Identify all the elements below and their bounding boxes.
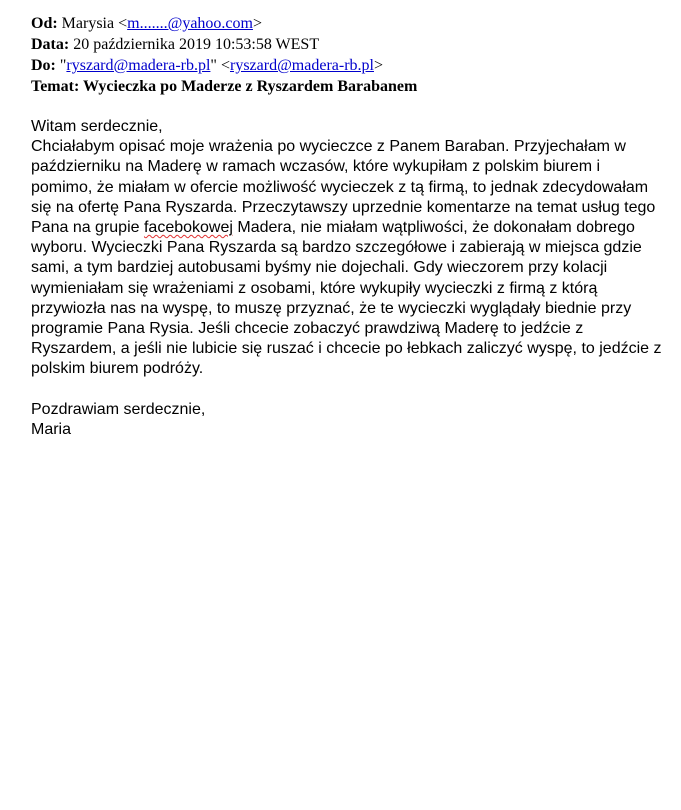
date-label: Data: bbox=[31, 36, 70, 53]
signature: Maria bbox=[31, 420, 72, 438]
message-text-before: Chciałabym opisać moje wrażenia po wycieczce z Panem Baraban. Przyjechałam w październiku na Maderę w ramach wczasów, które wykupiłam z polskim biurem i pomimo, że miałam w ofercie możliwość wycieczek z tą firmą, to jednak zdecydowałam się na ofertę Pana Ryszarda. Przeczytawszy uprzednie komentarze na temat usług tego Pana na grupie bbox=[31, 138, 656, 237]
from-line: Od: Marysia <m.......@yahoo.com> bbox=[31, 15, 262, 32]
to-quoted-email-link[interactable]: ryszard@madera-rb.pl bbox=[66, 57, 211, 74]
to-email-link[interactable]: ryszard@madera-rb.pl bbox=[229, 57, 374, 74]
date-value: 20 października 2019 10:53:58 WEST bbox=[73, 36, 320, 53]
misspelled-word[interactable]: facebokowej bbox=[143, 219, 233, 237]
subject-line bbox=[31, 76, 671, 97]
message-paragraph bbox=[31, 137, 663, 379]
subject-value: Wycieczka po Maderze z Ryszardem Barabanem bbox=[83, 78, 418, 95]
email-headers bbox=[31, 13, 671, 97]
from-email-link[interactable]: m.......@yahoo.com bbox=[127, 15, 253, 32]
to-line: Do: "ryszard@madera-rb.pl" <ryszard@madera-rb.pl> bbox=[31, 57, 384, 74]
message-text-after: Madera, nie miałam wątpliwości, że dokonałam dobrego wyboru. Wycieczki Pana Ryszarda są bardzo szczegółowe i zabierają w miejsca gdzie sami, a tym bardziej autobusami byśmy nie dojechali. Gdy wieczorem przy kolacji wymieniałam się wrażeniami z osobami, które wykupiły wycieczki z firmą z którą przywiozła nas na wyspę, to muszę przyznać, że te wycieczki wyglądały biednie przy programie Pana Rysia. Jeśli chcecie zobaczyć prawdziwą Maderę to jedźcie z Ryszardem, a jeśli nie lubicie się ruszać i chcecie po łebkach zaliczyć wyspę, to jedźcie z polskim biurem podróży. bbox=[31, 219, 662, 378]
subject-label: Temat: bbox=[31, 78, 80, 95]
closing: Pozdrawiam serdecznie, bbox=[31, 400, 206, 418]
date-line bbox=[31, 34, 671, 55]
paragraph-gap bbox=[31, 380, 663, 400]
email-body bbox=[31, 117, 663, 440]
from-label: Od: bbox=[31, 15, 58, 32]
from-name: Marysia bbox=[61, 15, 115, 32]
to-label: Do: bbox=[31, 57, 56, 74]
greeting: Witam serdecznie, bbox=[31, 118, 163, 135]
